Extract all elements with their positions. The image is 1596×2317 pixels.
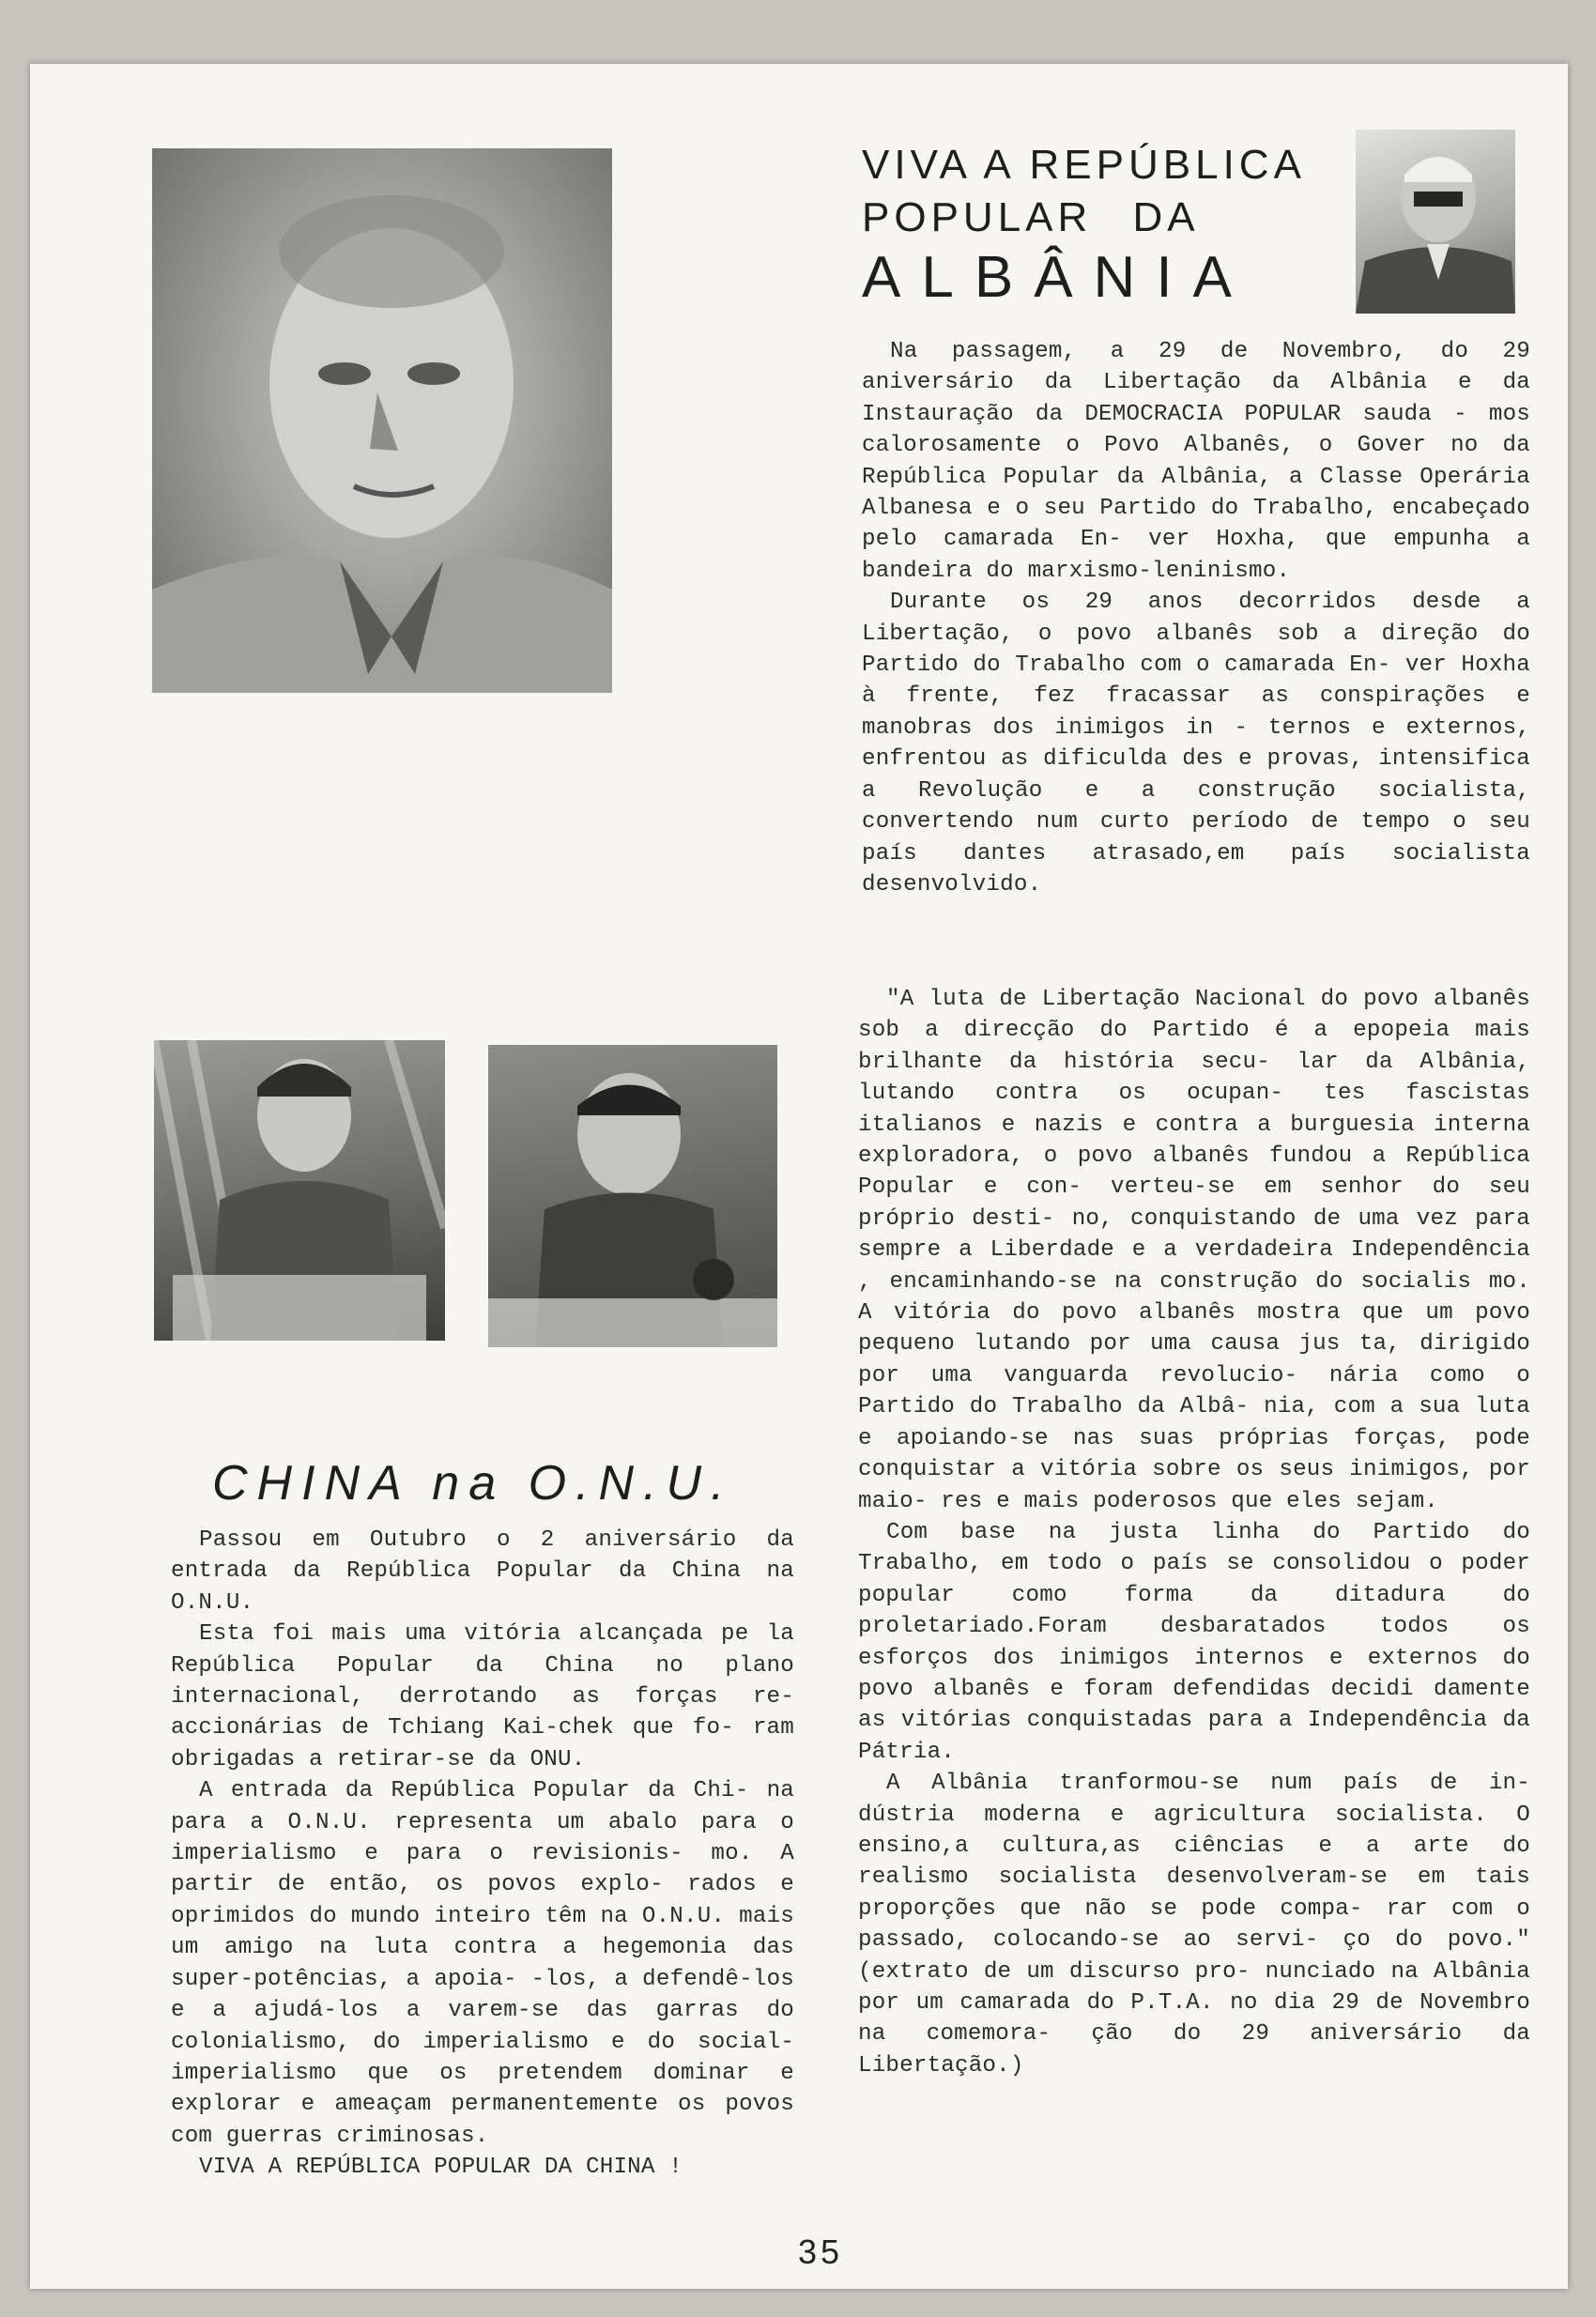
albania-quote-column <box>858 984 1530 2081</box>
quote-paragraph: "A luta de Libertação Nacional do povo albanês sob a direcção do Partido é a epopeia mais brilhante da história secu- lar da Albânia, lutando contra os ocupan- tes fascistas italianos e nazis e contra a burguesia interna exploradora, o povo albanês fundou a República Popular e con- verteu-se em senhor do seu próprio desti- no, conquistando de uma vez para sempre a Liberdade e a verdadeira Independência , encaminhando-se na construção do socialis mo. A vitória do povo albanês mostra que um povo pequeno lutando por uma causa jus ta, dirigido por uma vanguarda revolucio- nária como o Partido do Trabalho da Albâ- nia, com a sua luta e apoiando-se nas suas próprias forças, pode conquistar a vitória sobre os seus inimigos, por maio- res e mais poderosos que eles sejam. <box>858 987 1530 1514</box>
china-column <box>171 1525 794 2184</box>
quote-paragraph: A Albânia tranformou-se num país de in- dústria moderna e agricultura socialista. O ensino,a cultura,as ciências e a arte do realismo socialista desenvolveram-se em tais proporções que não se pode compa- rar com o passado, colocando-se ao servi- ço do povo." (extrato de um discurso pro- nunciado na Albânia por um camarada do P.T.A. no dia 29 de Novembro na comemora- ção do 29 aniversário da Libertação.) <box>858 1771 1530 2079</box>
albania-intro-column <box>862 336 1530 900</box>
quote-paragraph: Com base na justa linha do Partido do Trabalho, em todo o país se consolidou o poder popular como forma da ditadura do proletariado.Foram desbaratados todos os esforços dos inimigos internos e externos do povo albanês e foram defendidas decidi damente as vitórias conquistadas para a Independência da Pátria. <box>858 1519 1530 1765</box>
china-paragraph: Passou em Outubro o 2 aniversário da entrada da República Popular da China na O.N.U. <box>171 1527 794 1616</box>
page-number: 35 <box>798 2233 844 2271</box>
china-paragraph: A entrada da República Popular da Chi- na para a O.N.U. representa um abalo para o imperialismo e para o revisionis- mo. A partir de então, os povos explo- rados e oprimidos do mundo inteiro têm na O.N.U. mais um amigo na luta contra a hegemonia das super-potências, a apoia- -los, a defendê-los e a ajudá-los a varem-se das garras do colonialismo, do imperialismo e do social-imperialismo que os pretendem dominar e explorar e ameaçam permanentemente os povos com guerras criminosas. <box>171 1778 794 2149</box>
china-paragraph: Esta foi mais uma vitória alcançada pe la República Popular da China no plano internacional, derrotando as forças re- accionárias de Tchiang Kai-chek que fo- ram obrigadas a retirar-se da ONU. <box>171 1621 794 1772</box>
albania-paragraph: Durante os 29 anos decorridos desde a Libertação, o povo albanês sob a direção do Partido do Trabalho com o camarada En- ver Hoxha à frente, fez fracassar as conspirações e manobras dos inimigos in - ternos e externos, enfrentou as dificulda des e provas, intensifica a Revolução e a construção socialista, convertendo num curto período de tempo o seu país dantes atrasado,em país socialista desenvolvido. <box>862 590 1530 898</box>
albania-heading <box>862 139 1306 312</box>
albania-heading-line1: VIVA A REPÚBLICA <box>862 142 1306 188</box>
portrait-photo-large <box>152 148 612 693</box>
albania-heading-line2: POPULAR DA <box>862 194 1200 240</box>
china-closing-line: VIVA A REPÚBLICA POPULAR DA CHINA ! <box>199 2155 683 2181</box>
albania-paragraph: Na passagem, a 29 de Novembro, do 29 aniversário da Libertação da Albânia e da Instauração da DEMOCRACIA POPULAR sauda - mos calorosamente o Povo Albanês, o Gover no da República Popular da Albânia, a Classe Operária Albanesa e o seu Partido do Trabalho, encabeçado pelo camarada En- ver Hoxha, que empunha a bandeira do marxismo-leninismo. <box>862 339 1530 584</box>
document-page <box>30 64 1568 2289</box>
albania-heading-line3: ALBÂNIA <box>862 245 1252 310</box>
china-heading: CHINA na O.N.U. <box>212 1456 734 1511</box>
portrait-photo-hoxha <box>1356 130 1515 314</box>
speaker-photo-right <box>488 1045 777 1347</box>
speaker-photo-left <box>154 1040 445 1341</box>
